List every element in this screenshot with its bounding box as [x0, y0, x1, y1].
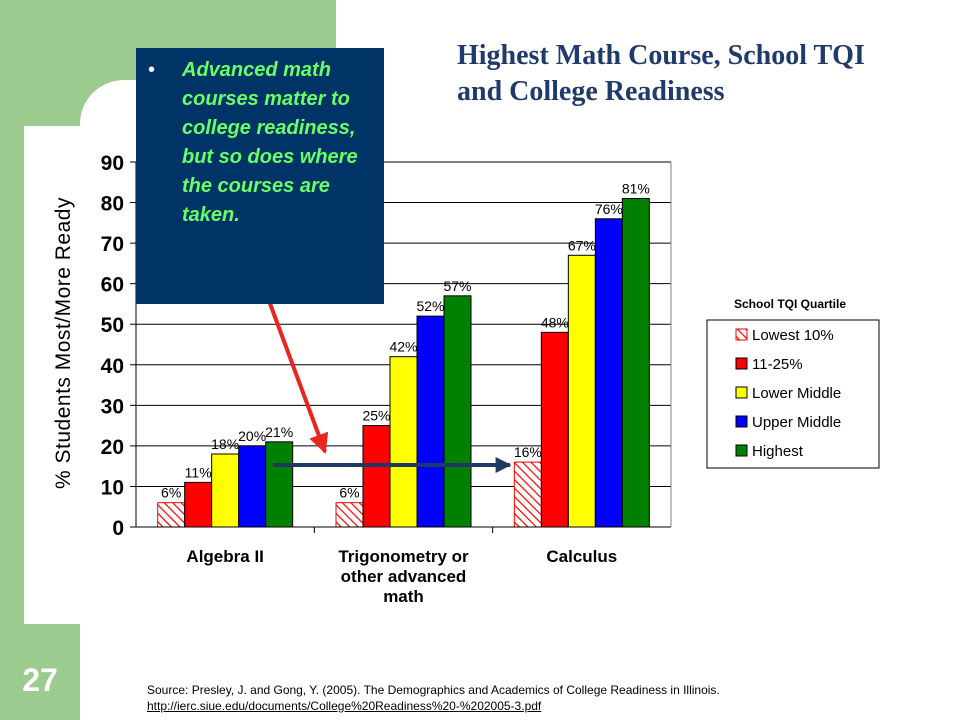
y-tick-label: 60: [100, 273, 124, 297]
y-axis-label: % Students Most/More Ready: [52, 197, 75, 489]
bar: [363, 426, 390, 527]
y-tick-labels: [101, 152, 124, 540]
legend-item-label: Upper Middle: [752, 414, 842, 431]
x-category-labels: [186, 547, 617, 606]
data-label: 6%: [161, 484, 182, 501]
slide-number: 27: [22, 662, 58, 698]
bar: [212, 454, 239, 527]
bullet-icon: •: [148, 59, 156, 81]
data-label: 11%: [184, 464, 212, 481]
y-tick-label: 20: [100, 435, 124, 459]
source-link[interactable]: http://ierc.siue.edu/documents/College%20Readiness%20-%202005-3.pdf: [147, 699, 542, 713]
legend-swatch: [736, 329, 747, 340]
data-label: 18%: [211, 436, 240, 452]
legend-swatch: [736, 358, 747, 369]
bar: [595, 219, 622, 527]
bar: [185, 482, 212, 527]
data-label: 16%: [513, 444, 542, 461]
callout-text: Advanced math courses matter to college readiness, but so does where the courses are taken.: [182, 59, 358, 226]
x-category-label: other advanced: [340, 567, 467, 586]
source-text: Source: Presley, J. and Gong, Y. (2005). The Demographics and Academics of College Readiness in Illinois.: [147, 683, 720, 697]
data-label: 81%: [621, 180, 650, 197]
data-label: 20%: [238, 427, 267, 444]
bar: [336, 503, 363, 527]
x-category-label: Calculus: [546, 547, 618, 566]
y-tick-label: 40: [100, 354, 124, 378]
legend-swatch: [736, 416, 747, 427]
legend-item-label: Highest: [752, 443, 803, 460]
y-tick-label: 90: [100, 152, 124, 175]
data-label: 76%: [594, 200, 623, 217]
legend-title: School TQI Quartile: [733, 297, 847, 311]
legend-swatch: [736, 445, 747, 456]
legend-item-label: Lower Middle: [752, 385, 842, 402]
data-label: 6%: [339, 484, 360, 501]
bar: [444, 296, 471, 527]
x-category-label: Trigonometry or: [338, 547, 469, 566]
source-citation: [147, 682, 720, 714]
bar: [158, 503, 185, 527]
y-tick-label: 10: [100, 476, 124, 500]
bar: [239, 446, 266, 527]
chart-title: Highest Math Course, School TQI and College Readiness: [457, 40, 865, 107]
bar: [266, 442, 293, 527]
data-label: 57%: [443, 277, 472, 294]
callout-box: [136, 48, 384, 304]
bar: [514, 462, 541, 527]
y-tick-label: 50: [100, 314, 124, 338]
x-category-label: math: [383, 587, 424, 606]
data-label: 48%: [540, 314, 569, 331]
bar: [417, 316, 444, 527]
y-tick-label: 30: [100, 395, 124, 419]
data-label: 21%: [265, 423, 294, 440]
legend-item-label: Lowest 10%: [752, 327, 834, 344]
data-label: 52%: [416, 298, 445, 315]
legend-swatch: [736, 387, 747, 398]
bar: [390, 357, 417, 527]
bar: [568, 255, 595, 527]
x-category-label: Algebra II: [186, 547, 264, 566]
data-label: 42%: [389, 338, 418, 355]
data-label: 25%: [362, 407, 391, 424]
y-tick-label: 80: [100, 192, 124, 216]
bar: [541, 332, 568, 527]
y-tick-label: 0: [112, 517, 124, 540]
bar: [622, 199, 649, 528]
legend-item-label: 11-25%: [752, 356, 803, 373]
data-label: 67%: [567, 237, 596, 254]
y-tick-label: 70: [100, 233, 124, 257]
